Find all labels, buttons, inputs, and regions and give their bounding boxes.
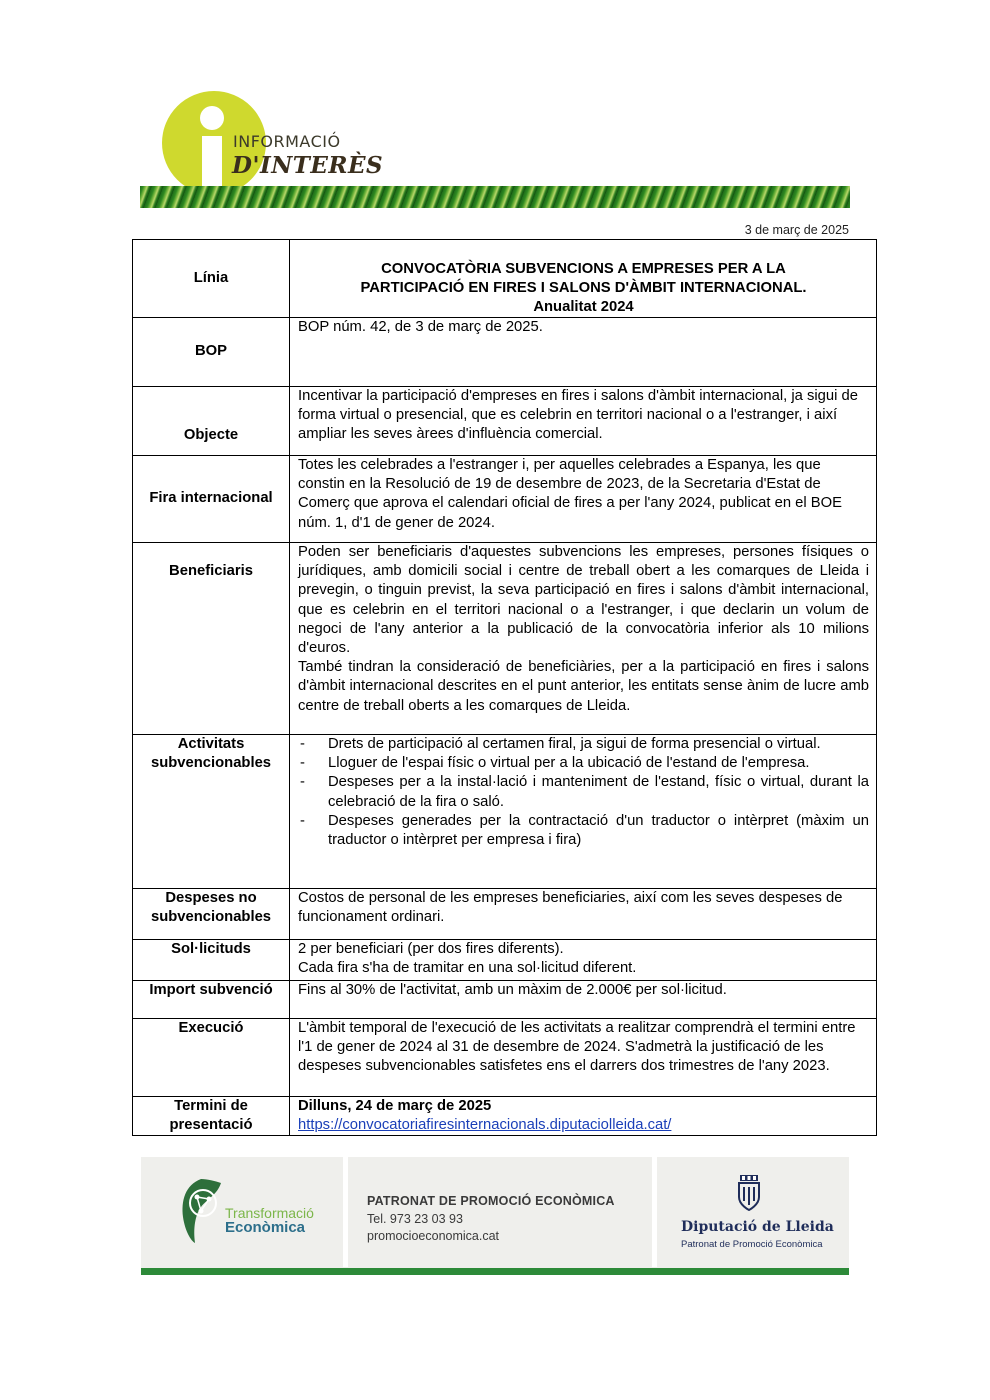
list-item: - Despeses per a la instal·lació i manteniment de l'estand, físic o virtual, durant la celebració de la fira o saló. — [298, 773, 869, 811]
transformacio-economica-logo-icon — [179, 1177, 223, 1245]
value-beneficiaris — [290, 543, 877, 735]
document-date: 3 de març de 2025 — [744, 223, 849, 237]
activitats-list — [298, 735, 869, 850]
patronat-name: PATRONAT DE PROMOCIÓ ECONÒMICA — [367, 1194, 615, 1208]
value-linia — [290, 240, 877, 318]
row-beneficiaris — [133, 543, 877, 735]
header-banner — [140, 88, 850, 210]
convocatoria-link[interactable]: https://convocatoriafiresinternacionals.diputaciolleida.cat/ — [298, 1117, 672, 1134]
diputacio-subtitle: Patronat de Promoció Econòmica — [681, 1239, 823, 1250]
label-fira-internacional: Fira internacional — [133, 456, 290, 543]
logo-text-informacio: INFORMACIÓ — [233, 132, 341, 151]
info-table — [132, 239, 877, 1136]
label-sollicituds: Sol·licituds — [133, 940, 290, 981]
diputacio-name: Diputació de Lleida — [681, 1219, 834, 1235]
value-despeses: Costos de personal de les empreses beneficiaries, així com les seves despeses de funcionament ordinari. — [290, 889, 877, 940]
footer-green-bar — [141, 1268, 849, 1275]
value-termini — [290, 1097, 877, 1136]
list-item: - Lloguer de l'espai físic o virtual per a la ubicació de l'estand de l'empresa. — [298, 754, 869, 773]
footer-banner — [141, 1157, 849, 1275]
patronat-website: promocioeconomica.cat — [367, 1229, 500, 1243]
footer-divider — [652, 1157, 657, 1267]
row-linia — [133, 240, 877, 318]
label-linia: Línia — [133, 240, 290, 318]
patronat-phone: Tel. 973 23 03 93 — [367, 1212, 463, 1226]
row-import — [133, 981, 877, 1019]
value-execucio: L'àmbit temporal de l'execució de les activitats a realitzar comprendrà el termini entre l'1 de gener de 2024 al 31 de desembre de 2024. S'admetrà la justificació de les despeses subvencionables satisfetes ens el darrers dos trimestres de l'any 2023. — [290, 1019, 877, 1097]
label-activitats: Activitats subvencionables — [133, 735, 290, 889]
diputacio-shield-icon — [737, 1175, 761, 1211]
title-line-2: PARTICIPACIÓ EN FIRES I SALONS D'ÀMBIT INTERNACIONAL. — [360, 280, 807, 296]
info-logo-dot — [200, 106, 224, 130]
footer-divider — [343, 1157, 348, 1267]
info-logo-stem — [202, 136, 222, 192]
beneficiaris-paragraph-2: També tindran la consideració de beneficiàries, per a la participació en fires i salons d'àmbit internacional descrites en el punt anterior, les entitats sense ànim de lucre amb centre de treball oberts a les comarques de Lleida. — [298, 659, 869, 714]
value-objecte: Incentivar la participació d'empreses en fires i salons d'àmbit internacional, ja sigui de forma virtual o presencial, que es celebrin en territori nacional o a l'estranger, i així ampliar les seves àrees d'influència comercial. — [290, 387, 877, 456]
label-bop: BOP — [133, 318, 290, 387]
value-fira-internacional: Totes les celebrades a l'estranger i, per aquelles celebrades a Espanya, les que constin en la Resolució de 19 de desembre de 2023, de la Secretaria d'Estat de Comerç que aprova el calendari oficial de fires a per l'any 2024, publicat en el BOE núm. 1, d'1 de gener de 2024. — [290, 456, 877, 543]
row-activitats — [133, 735, 877, 889]
value-activitats — [290, 735, 877, 889]
label-termini: Termini de presentació — [133, 1097, 290, 1136]
row-bop — [133, 318, 877, 387]
logo-text-interes: D'INTERÈS — [232, 152, 384, 179]
label-beneficiaris: Beneficiaris — [133, 543, 290, 735]
row-execucio — [133, 1019, 877, 1097]
termini-deadline: Dilluns, 24 de març de 2025 — [298, 1098, 492, 1114]
te-label-line2: Econòmica — [225, 1219, 306, 1236]
row-despeses — [133, 889, 877, 940]
value-import: Fins al 30% de l'activitat, amb un màxim de 2.000€ per sol·licitud. — [290, 981, 877, 1019]
beneficiaris-paragraph-1: Poden ser beneficiaris d'aquestes subvencions les empreses, persones físiques o jurídiques, amb domicili social i centre de treball obert a les comarques de Lleida i prevegin, o tinguin previst, la seva participació en fires i salons d'àmbit internacional, que es celebrin en el territori nacional o a l'estranger, i que declarin un volum de negoci de l'any anterior a la publicació de la convocatòria inferior als 10 milions d'euros. — [298, 544, 869, 657]
list-item: - Drets de participació al certamen firal, ja sigui de forma presencial o virtual. — [298, 735, 869, 754]
row-fira — [133, 456, 877, 543]
sollicituds-line-1: 2 per beneficiari (per dos fires diferents). — [298, 941, 564, 957]
te-label-line1: Transformació — [225, 1205, 314, 1221]
list-item: - Despeses generades per la contractació d'un traductor o intèrpret (màxim un traductor o intèrpret per empresa i fira) — [298, 812, 869, 850]
label-despeses: Despeses no subvencionables — [133, 889, 290, 940]
row-objecte — [133, 387, 877, 456]
value-sollicituds — [290, 940, 877, 981]
grass-banner-image — [140, 186, 850, 208]
label-objecte: Objecte — [133, 387, 290, 456]
sollicituds-line-2: Cada fira s'ha de tramitar en una sol·licitud diferent. — [298, 960, 637, 977]
row-sollicituds — [133, 940, 877, 981]
title-line-1: CONVOCATÒRIA SUBVENCIONS A EMPRESES PER A LA — [381, 261, 786, 277]
label-execucio: Execució — [133, 1019, 290, 1097]
label-import: Import subvenció — [133, 981, 290, 1019]
title-line-3: Anualitat 2024 — [533, 299, 634, 315]
value-bop: BOP núm. 42, de 3 de març de 2025. — [290, 318, 877, 387]
row-termini — [133, 1097, 877, 1136]
